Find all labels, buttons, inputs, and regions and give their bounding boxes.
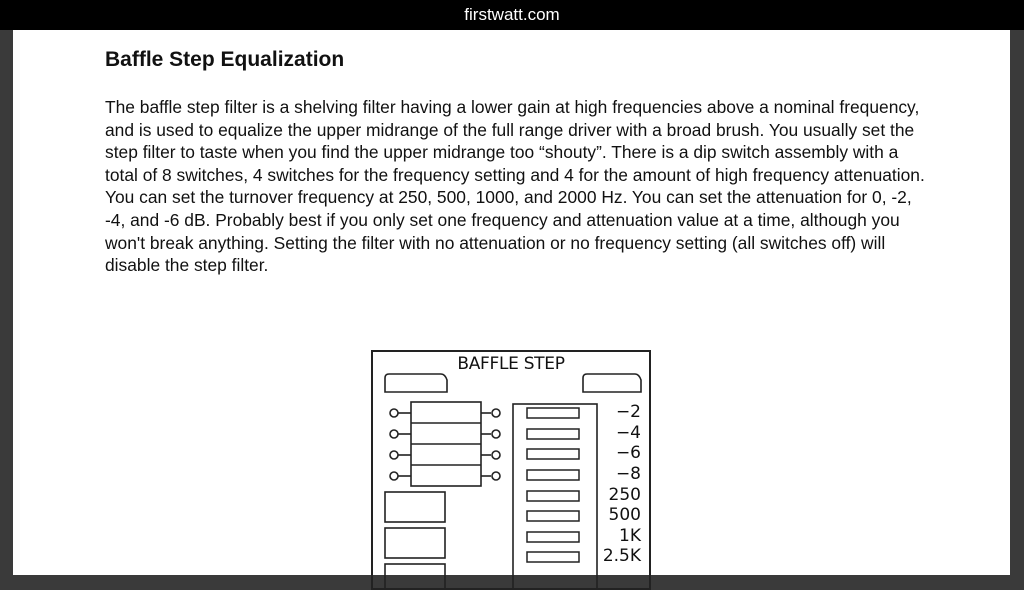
pad-rect-2 xyxy=(385,528,445,558)
switch-label-500: 500 xyxy=(608,505,641,525)
diagram-title: BAFFLE STEP xyxy=(457,354,565,374)
switch-label-minus-6: −6 xyxy=(615,443,641,463)
url-text: firstwatt.com xyxy=(464,5,560,24)
page-content xyxy=(13,30,1010,575)
baffle-step-diagram xyxy=(371,350,651,590)
body-paragraph: The baffle step filter is a shelving filter having a lower gain at high frequencies above a nominal frequency, and is used to equalize the upper midrange of the full range driver with a broad brush. You usually set the step filter to taste when you find the upper midrange too “shouty”. There is a dip switch assembly with a total of 8 switches, 4 switches for the frequency setting and 4 for the amount of high frequency attenuation. You can set the turnover frequency at 250, 500, 1000, and 2000 Hz. You can set the attenuation for 0, -2, -4, and -6 dB. Probably best if you only set one frequency and attenuation value at a time, although you won't break anything. Setting the filter with no attenuation or no frequency setting (all switches off) will disable the step filter. xyxy=(105,97,925,276)
left-pad-shape xyxy=(385,374,447,392)
switch-label-minus-2: −2 xyxy=(615,402,641,422)
right-terminals xyxy=(481,409,500,480)
switch-label-2-5k: 2.5K xyxy=(602,546,641,566)
right-pad-shape xyxy=(583,374,641,392)
switch-label-minus-8: −8 xyxy=(615,464,641,484)
section-heading: Baffle Step Equalization xyxy=(105,48,345,71)
switch-label-1k: 1K xyxy=(619,526,641,546)
url-bar[interactable] xyxy=(0,0,1024,30)
dip-switches xyxy=(527,408,579,562)
switch-label-minus-4: −4 xyxy=(615,423,641,443)
pad-rect-1 xyxy=(385,492,445,522)
pad-rect-3 xyxy=(385,564,445,590)
left-terminals xyxy=(390,409,411,480)
switch-label-250: 250 xyxy=(608,485,641,505)
